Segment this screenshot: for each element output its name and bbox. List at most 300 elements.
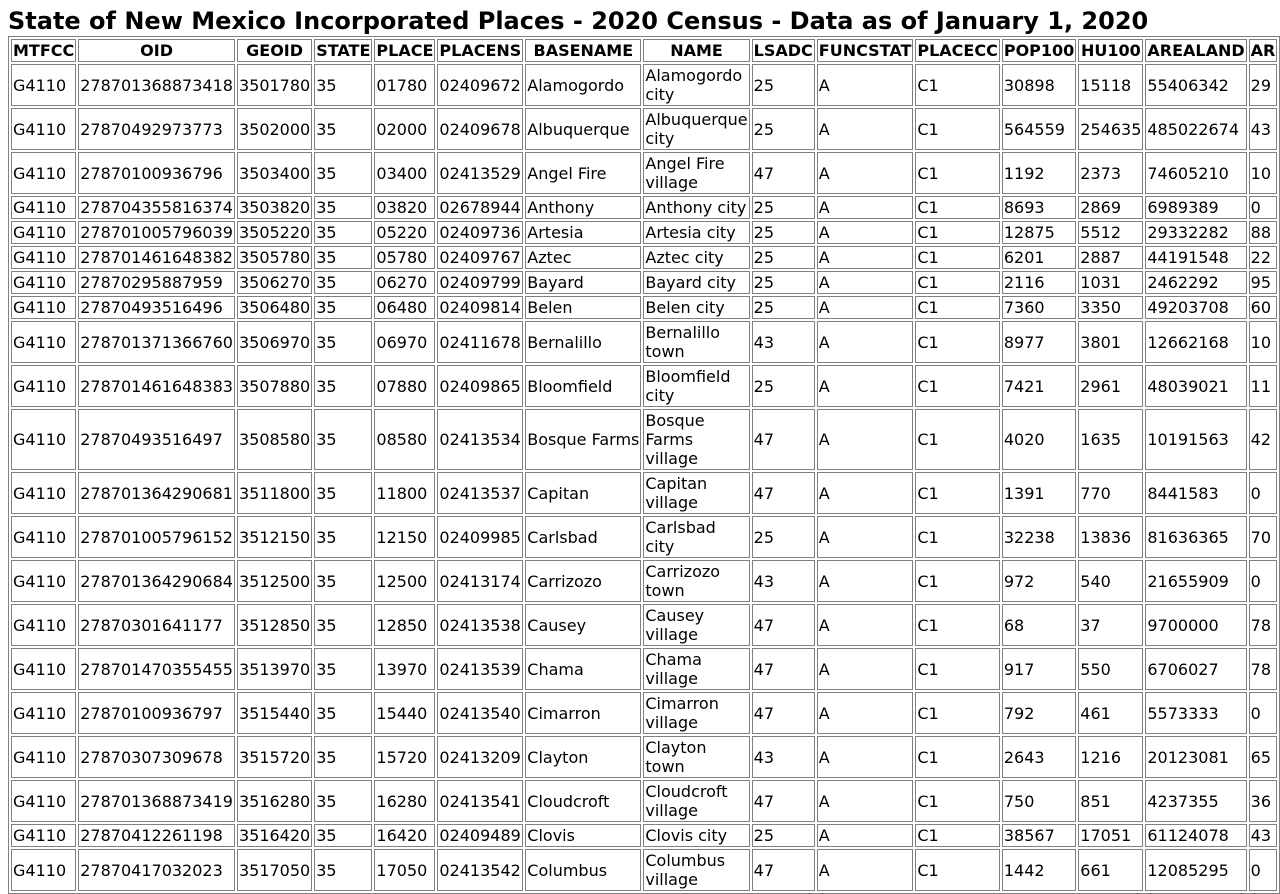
column-header: BASENAME: [525, 39, 641, 62]
table-cell: Bosque Farms: [525, 409, 641, 470]
table-row: [11, 365, 1277, 407]
table-cell: 35: [314, 409, 372, 470]
table-cell: 0: [1249, 849, 1278, 891]
table-cell: 2869: [1078, 196, 1143, 219]
table-cell: 851: [1078, 780, 1143, 822]
table-cell: 12662168: [1145, 321, 1246, 363]
table-cell: 02409985: [437, 516, 523, 558]
table-cell: A: [817, 604, 914, 646]
table-cell: 02413542: [437, 849, 523, 891]
table-cell: 02409736: [437, 221, 523, 244]
table-cell: 02000: [374, 108, 435, 150]
table-cell: 05220: [374, 221, 435, 244]
table-cell: C1: [915, 648, 999, 690]
table-cell: 1216: [1078, 736, 1143, 778]
table-cell: 47: [752, 409, 815, 470]
table-cell: Bayard: [525, 271, 641, 294]
table-cell: 278701364290684: [78, 560, 235, 602]
table-cell: A: [817, 108, 914, 150]
table-cell: 02413541: [437, 780, 523, 822]
table-cell: 36: [1249, 780, 1278, 822]
table-cell: 2961: [1078, 365, 1143, 407]
table-cell: Aztec: [525, 246, 641, 269]
table-cell: 3512850: [237, 604, 312, 646]
table-cell: A: [817, 271, 914, 294]
table-cell: A: [817, 736, 914, 778]
table-cell: Alamogordo city: [643, 64, 749, 106]
table-cell: Clayton town: [643, 736, 749, 778]
table-cell: Cloudcroft village: [643, 780, 749, 822]
table-cell: A: [817, 692, 914, 734]
table-cell: 07880: [374, 365, 435, 407]
table-cell: 2373: [1078, 152, 1143, 194]
table-cell: 0: [1249, 196, 1278, 219]
table-cell: 27870417032023: [78, 849, 235, 891]
table-cell: 25: [752, 221, 815, 244]
table-cell: A: [817, 296, 914, 319]
table-cell: Capitan village: [643, 472, 749, 514]
column-header: STATE: [316, 41, 371, 60]
table-cell: 10: [1249, 321, 1278, 363]
table-cell: 3505780: [238, 248, 311, 267]
column-header: POP100: [1003, 41, 1075, 60]
table-cell: 30898: [1002, 64, 1076, 106]
table-cell: C1: [915, 64, 999, 106]
table-cell: 750: [1002, 780, 1076, 822]
table-cell: 10: [1249, 152, 1278, 194]
table-cell: 254635: [1078, 108, 1143, 150]
table-cell: 43: [752, 736, 815, 778]
table-row: [11, 824, 1277, 847]
table-cell: Bayard city: [643, 271, 749, 294]
table-cell: 3513970: [237, 648, 312, 690]
table-cell: 25: [752, 271, 815, 294]
table-cell: 35: [314, 472, 372, 514]
table-cell: 32238: [1002, 516, 1076, 558]
table-cell: G4110: [11, 736, 76, 778]
table-cell: 43: [752, 321, 815, 363]
table-cell: 06480: [374, 296, 435, 319]
table-cell: 3515440: [237, 692, 312, 734]
table-cell: 35: [314, 692, 372, 734]
table-cell: 16280: [374, 780, 435, 822]
table-cell: 35: [314, 196, 372, 219]
table-cell: C1: [915, 321, 999, 363]
table-cell: 15440: [374, 692, 435, 734]
table-cell: Cimarron: [525, 692, 641, 734]
table-cell: 35: [314, 849, 372, 891]
table-cell: 35: [314, 221, 372, 244]
table-cell: A: [817, 64, 914, 106]
table-row: [11, 321, 1277, 363]
table-cell: 27870307309678: [78, 736, 235, 778]
table-row: [11, 849, 1277, 891]
column-header: PLACECC: [917, 41, 998, 60]
table-cell: 02409814: [437, 296, 523, 319]
table-cell: 25: [752, 516, 815, 558]
table-cell: C1: [915, 246, 999, 269]
table-cell: 35: [314, 296, 372, 319]
table-cell: 5512: [1078, 221, 1143, 244]
table-cell: 792: [1002, 692, 1076, 734]
table-cell: Causey: [525, 604, 641, 646]
table-cell: G4110: [11, 409, 76, 470]
table-row: [11, 604, 1277, 646]
table-cell: 15118: [1078, 64, 1143, 106]
table-cell: 02409799: [437, 271, 523, 294]
table-cell: 6706027: [1145, 648, 1246, 690]
table-cell: Clovis: [525, 824, 641, 847]
table-cell: 3801: [1078, 321, 1143, 363]
table-cell: G4110: [11, 108, 76, 150]
table-cell: 12150: [374, 516, 435, 558]
table-cell: 8441583: [1145, 472, 1246, 514]
table-cell: 27870100936796: [78, 152, 235, 194]
table-cell: 278701368873419: [78, 780, 235, 822]
table-cell: Chama: [525, 648, 641, 690]
table-cell: Cloudcroft: [525, 780, 641, 822]
table-cell: 20123081: [1145, 736, 1246, 778]
column-header: PLACE: [376, 41, 434, 60]
table-cell: A: [817, 472, 914, 514]
table-cell: Carlsbad city: [643, 516, 749, 558]
table-cell: G4110: [11, 196, 76, 219]
table-cell: 35: [314, 516, 372, 558]
table-cell: Bloomfield city: [643, 365, 749, 407]
table-cell: 540: [1078, 560, 1143, 602]
table-cell: 25: [752, 196, 815, 219]
table-cell: 27870492973773: [78, 108, 235, 150]
table-cell: 3501780: [237, 64, 312, 106]
table-cell: 29332282: [1145, 221, 1246, 244]
table-cell: G4110: [11, 780, 76, 822]
table-cell: Angel Fire village: [643, 152, 749, 194]
table-cell: G4110: [11, 472, 76, 514]
table-cell: 278701005796152: [78, 516, 235, 558]
table-cell: 35: [314, 604, 372, 646]
table-cell: Clayton: [525, 736, 641, 778]
table-cell: C1: [915, 560, 999, 602]
table-row: [11, 246, 1277, 269]
table-row: [11, 296, 1277, 319]
table-cell: 74605210: [1145, 152, 1246, 194]
table-cell: 8977: [1002, 321, 1076, 363]
table-cell: 47: [752, 692, 815, 734]
table-cell: 35: [314, 152, 372, 194]
table-cell: 27870295887959: [78, 271, 235, 294]
table-cell: 35: [314, 64, 372, 106]
table-cell: 02678944: [437, 196, 523, 219]
table-cell: 02409672: [437, 64, 523, 106]
table-cell: 0: [1249, 560, 1278, 602]
table-cell: G4110: [11, 692, 76, 734]
table-cell: 22: [1249, 246, 1278, 269]
table-cell: G4110: [11, 246, 76, 269]
table-cell: 2643: [1002, 736, 1076, 778]
table-row: [11, 152, 1277, 194]
table-cell: 29: [1249, 64, 1278, 106]
table-cell: 3515720: [237, 736, 312, 778]
table-cell: 35: [314, 560, 372, 602]
table-cell: G4110: [11, 221, 76, 244]
table-cell: Columbus village: [643, 849, 749, 891]
table-cell: 6201: [1002, 246, 1076, 269]
table-cell: Carrizozo: [525, 560, 641, 602]
table-cell: 03400: [374, 152, 435, 194]
table-cell: 27870493516497: [78, 409, 235, 470]
table-cell: 02413537: [437, 472, 523, 514]
table-cell: Albuquerque city: [645, 110, 748, 148]
table-cell: 661: [1078, 849, 1143, 891]
table-cell: Alamogordo: [525, 64, 641, 106]
table-cell: 2116: [1002, 271, 1076, 294]
table-cell: Belen: [525, 296, 641, 319]
table-cell: C1: [915, 692, 999, 734]
table-cell: 13970: [374, 648, 435, 690]
table-cell: 3512150: [237, 516, 312, 558]
table-cell: 11: [1249, 365, 1278, 407]
table-cell: 47: [752, 472, 815, 514]
table-cell: 70: [1249, 516, 1278, 558]
table-cell: G4110: [11, 648, 76, 690]
table-cell: C1: [915, 736, 999, 778]
table-cell: G4110: [11, 849, 76, 891]
table-cell: 60: [1249, 296, 1278, 319]
table-cell: 35: [314, 271, 372, 294]
table-cell: 25: [752, 824, 815, 847]
table-cell: 43: [1249, 108, 1278, 150]
column-header: GEOID: [237, 39, 312, 62]
table-cell: Carrizozo town: [643, 560, 749, 602]
table-cell: 278704355816374: [80, 198, 233, 217]
table-cell: 95: [1249, 271, 1278, 294]
table-row: [11, 648, 1277, 690]
table-cell: C1: [915, 221, 999, 244]
table-cell: 08580: [374, 409, 435, 470]
table-cell: 01780: [374, 64, 435, 106]
table-cell: Angel Fire: [525, 152, 641, 194]
table-cell: 3517050: [237, 849, 312, 891]
table-cell: 02413540: [437, 692, 523, 734]
table-cell: 02409489: [437, 824, 523, 847]
table-cell: G4110: [11, 516, 76, 558]
table-cell: 12500: [374, 560, 435, 602]
table-cell: 278701005796039: [80, 223, 233, 242]
column-header: AREALAND: [1147, 41, 1245, 60]
table-cell: 278701368873418: [78, 64, 235, 106]
table-cell: A: [817, 221, 914, 244]
table-cell: 35: [314, 648, 372, 690]
table-cell: 1031: [1078, 271, 1143, 294]
table-cell: 35: [314, 736, 372, 778]
table-cell: 06970: [374, 321, 435, 363]
column-header: NAME: [643, 39, 749, 62]
column-header: OID: [78, 39, 235, 62]
table-row: [11, 692, 1277, 734]
column-header: PLACENS: [439, 41, 522, 60]
table-row: [11, 516, 1277, 558]
table-row: [11, 409, 1277, 470]
table-cell: 02413539: [437, 648, 523, 690]
table-cell: 3516420: [238, 826, 311, 845]
table-cell: 3506270: [238, 273, 311, 292]
table-cell: 461: [1078, 692, 1143, 734]
table-cell: 42: [1249, 409, 1278, 470]
table-cell: 12085295: [1145, 849, 1246, 891]
table-cell: Bernalillo town: [643, 321, 749, 363]
table-cell: 61124078: [1145, 824, 1246, 847]
table-cell: 13836: [1078, 516, 1143, 558]
table-cell: A: [817, 824, 914, 847]
table-row: [11, 108, 1277, 150]
table-cell: 47: [752, 152, 815, 194]
table-cell: G4110: [11, 64, 76, 106]
table-cell: 972: [1002, 560, 1076, 602]
table-cell: 43: [1249, 824, 1278, 847]
table-cell: A: [817, 246, 914, 269]
table-cell: 47: [752, 780, 815, 822]
table-cell: 02413529: [437, 152, 523, 194]
table-cell: 43: [752, 560, 815, 602]
table-cell: 917: [1002, 648, 1076, 690]
table-cell: 278701371366760: [78, 321, 235, 363]
table-cell: 27870493516496: [78, 296, 235, 319]
table-cell: 27870412261198: [78, 824, 235, 847]
table-cell: Bosque Farms village: [643, 409, 749, 470]
table-cell: Belen city: [643, 296, 749, 319]
table-cell: 68: [1002, 604, 1076, 646]
table-cell: C1: [915, 849, 999, 891]
table-cell: Cimarron village: [643, 692, 749, 734]
table-cell: C1: [915, 516, 999, 558]
table-row: [11, 736, 1277, 778]
table-cell: 0: [1249, 472, 1278, 514]
table-cell: 12875: [1002, 221, 1076, 244]
column-header: AR: [1250, 41, 1276, 60]
table-cell: 9700000: [1145, 604, 1246, 646]
table-cell: A: [817, 321, 914, 363]
table-cell: 1391: [1002, 472, 1076, 514]
table-cell: 25: [752, 108, 815, 150]
table-cell: 47: [752, 604, 815, 646]
table-row: [11, 196, 1277, 219]
table-cell: 5573333: [1145, 692, 1246, 734]
table-cell: A: [817, 196, 914, 219]
table-cell: C1: [915, 296, 999, 319]
table-cell: 10191563: [1145, 409, 1246, 470]
table-cell: 02409678: [437, 108, 523, 150]
table-cell: 12850: [374, 604, 435, 646]
table-cell: Causey village: [643, 604, 749, 646]
table-cell: 02411678: [437, 321, 523, 363]
table-cell: 550: [1078, 648, 1143, 690]
table-cell: 35: [314, 108, 372, 150]
table-cell: 02413174: [437, 560, 523, 602]
table-cell: 564559: [1002, 108, 1076, 150]
table-cell: 1635: [1078, 409, 1143, 470]
table-row: [11, 221, 1277, 244]
table-cell: 278701461648383: [78, 365, 235, 407]
table-cell: 44191548: [1145, 246, 1246, 269]
table-cell: 35: [314, 780, 372, 822]
column-header: MTFCC: [13, 41, 75, 60]
table-cell: C1: [915, 824, 999, 847]
table-cell: 27870301641177: [78, 604, 235, 646]
table-cell: 4237355: [1145, 780, 1246, 822]
census-table: [8, 36, 1280, 894]
table-cell: Aztec city: [643, 246, 749, 269]
table-cell: 35: [314, 321, 372, 363]
table-cell: 25: [752, 246, 815, 269]
table-cell: 65: [1249, 736, 1278, 778]
table-row: [11, 560, 1277, 602]
table-cell: C1: [915, 196, 999, 219]
table-cell: 38567: [1002, 824, 1076, 847]
table-cell: 81636365: [1145, 516, 1246, 558]
table-cell: Albuquerque: [525, 108, 641, 150]
table-cell: 3350: [1078, 296, 1143, 319]
table-cell: 78: [1249, 648, 1278, 690]
table-cell: 06270: [374, 271, 435, 294]
table-cell: 05780: [374, 246, 435, 269]
table-cell: 02409865: [437, 365, 523, 407]
table-cell: 3502000: [237, 108, 312, 150]
table-cell: A: [817, 409, 914, 470]
table-cell: 78: [1249, 604, 1278, 646]
table-cell: Anthony: [525, 196, 641, 219]
table-cell: 03820: [374, 196, 435, 219]
table-cell: 4020: [1002, 409, 1076, 470]
table-cell: 485022674: [1145, 108, 1246, 150]
table-cell: 27870100936797: [78, 692, 235, 734]
table-row: [11, 64, 1277, 106]
table-cell: 6989389: [1145, 196, 1246, 219]
table-cell: G4110: [11, 152, 76, 194]
table-cell: Artesia: [525, 221, 641, 244]
column-header: HU100: [1078, 39, 1143, 62]
table-cell: 37: [1078, 604, 1143, 646]
table-cell: 0: [1249, 692, 1278, 734]
table-cell: C1: [915, 271, 999, 294]
table-cell: Bloomfield: [525, 365, 641, 407]
table-cell: G4110: [11, 321, 76, 363]
table-cell: 49203708: [1145, 296, 1246, 319]
table-cell: 770: [1078, 472, 1143, 514]
table-cell: G4110: [11, 824, 76, 847]
table-cell: 7421: [1002, 365, 1076, 407]
column-header: LSADC: [753, 41, 813, 60]
table-cell: 47: [752, 648, 815, 690]
table-cell: 55406342: [1145, 64, 1246, 106]
table-cell: 3505220: [238, 223, 311, 242]
table-cell: 25: [752, 365, 815, 407]
table-cell: A: [817, 780, 914, 822]
table-cell: 21655909: [1145, 560, 1246, 602]
table-cell: 278701470355455: [78, 648, 235, 690]
table-cell: C1: [915, 409, 999, 470]
page-title: State of New Mexico Incorporated Places - 2020 Census - Data as of January 1, 2020: [8, 7, 1149, 35]
table-cell: 3503400: [237, 152, 312, 194]
table-cell: C1: [915, 365, 999, 407]
table-cell: 278701461648382: [80, 248, 233, 267]
table-cell: 48039021: [1145, 365, 1246, 407]
table-cell: 15720: [374, 736, 435, 778]
table-cell: G4110: [11, 365, 76, 407]
table-cell: 8693: [1002, 196, 1076, 219]
table-cell: 25: [752, 296, 815, 319]
table-cell: C1: [915, 472, 999, 514]
column-header: FUNCSTAT: [818, 41, 912, 60]
